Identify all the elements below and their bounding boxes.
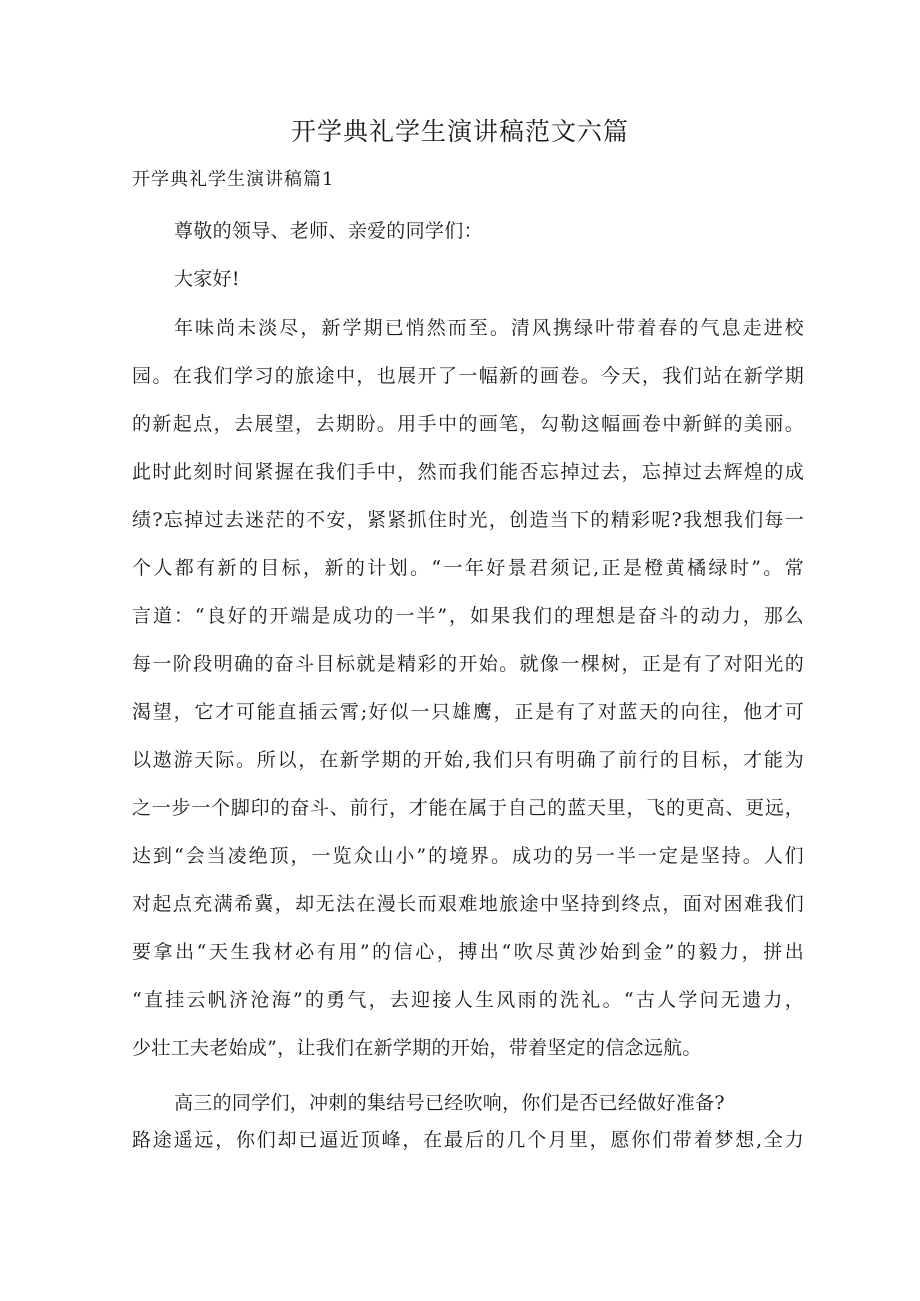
- salutation: 尊敬的领导、老师、亲爱的同学们：: [174, 220, 483, 242]
- paragraph-line: 言道：“良好的开端是成功的一半”，如果我们的理想是奋斗的动力，那么: [132, 605, 804, 627]
- paragraph-line: “直挂云帆济沧海”的勇气，去迎接人生风雨的洗礼。“古人学问无遗力，: [132, 989, 804, 1011]
- paragraph-line: 此时此刻时间紧握在我们手中，然而我们能否忘掉过去，忘掉过去辉煌的成: [132, 461, 804, 483]
- paragraph-line: 高三的同学们，冲刺的集结号已经吹响，你们是否已经做好准备?: [174, 1092, 725, 1114]
- paragraph-line: 绩?忘掉过去迷茫的不安，紧紧抓住时光，创造当下的精彩呢?我想我们每一: [132, 509, 804, 531]
- paragraph-line: 对起点充满希冀，却无法在漫长而艰难地旅途中坚持到终点，面对困难我们: [132, 893, 804, 915]
- paragraph-line: 的新起点，去展望，去期盼。用手中的画笔，勾勒这幅画卷中新鲜的美丽。: [132, 413, 804, 435]
- paragraph-line: 少壮工夫老始成”，让我们在新学期的开始，带着坚定的信念远航。: [132, 1037, 702, 1059]
- paragraph-line: 路途遥远，你们却已逼近顶峰，在最后的几个月里，愿你们带着梦想,全力: [132, 1129, 804, 1151]
- paragraph-line: 个人都有新的目标，新的计划。“一年好景君须记,正是橙黄橘绿时”。常: [132, 557, 804, 579]
- paragraph-line: 每一阶段明确的奋斗目标就是精彩的开始。就像一棵树，正是有了对阳光的: [132, 653, 804, 675]
- document-title: 开学典礼学生演讲稿范文六篇: [290, 117, 629, 146]
- paragraph-line: 年味尚未淡尽，新学期已悄然而至。清风携绿叶带着春的气息走进校: [174, 317, 804, 339]
- paragraph-line: 渴望，它才可能直插云霄;好似一只雄鹰，正是有了对蓝天的向往，他才可: [132, 701, 804, 723]
- paragraph-line: 园。在我们学习的旅途中，也展开了一幅新的画卷。今天，我们站在新学期: [132, 365, 804, 387]
- paragraph-line: 之一步一个脚印的奋斗、前行，才能在属于自己的蓝天里，飞的更高、更远，: [132, 797, 804, 819]
- greeting: 大家好!: [174, 268, 240, 290]
- paragraph-line: 达到“会当凌绝顶，一览众山小”的境界。成功的另一半一定是坚持。人们: [132, 845, 804, 867]
- paragraph-line: 以遨游天际。所以，在新学期的开始,我们只有明确了前行的目标，才能为: [132, 749, 804, 771]
- paragraph-line: 要拿出“天生我材必有用”的信心，搏出“吹尽黄沙始到金”的毅力，拼出: [132, 941, 804, 963]
- section-heading: 开学典礼学生演讲稿篇1: [132, 169, 335, 190]
